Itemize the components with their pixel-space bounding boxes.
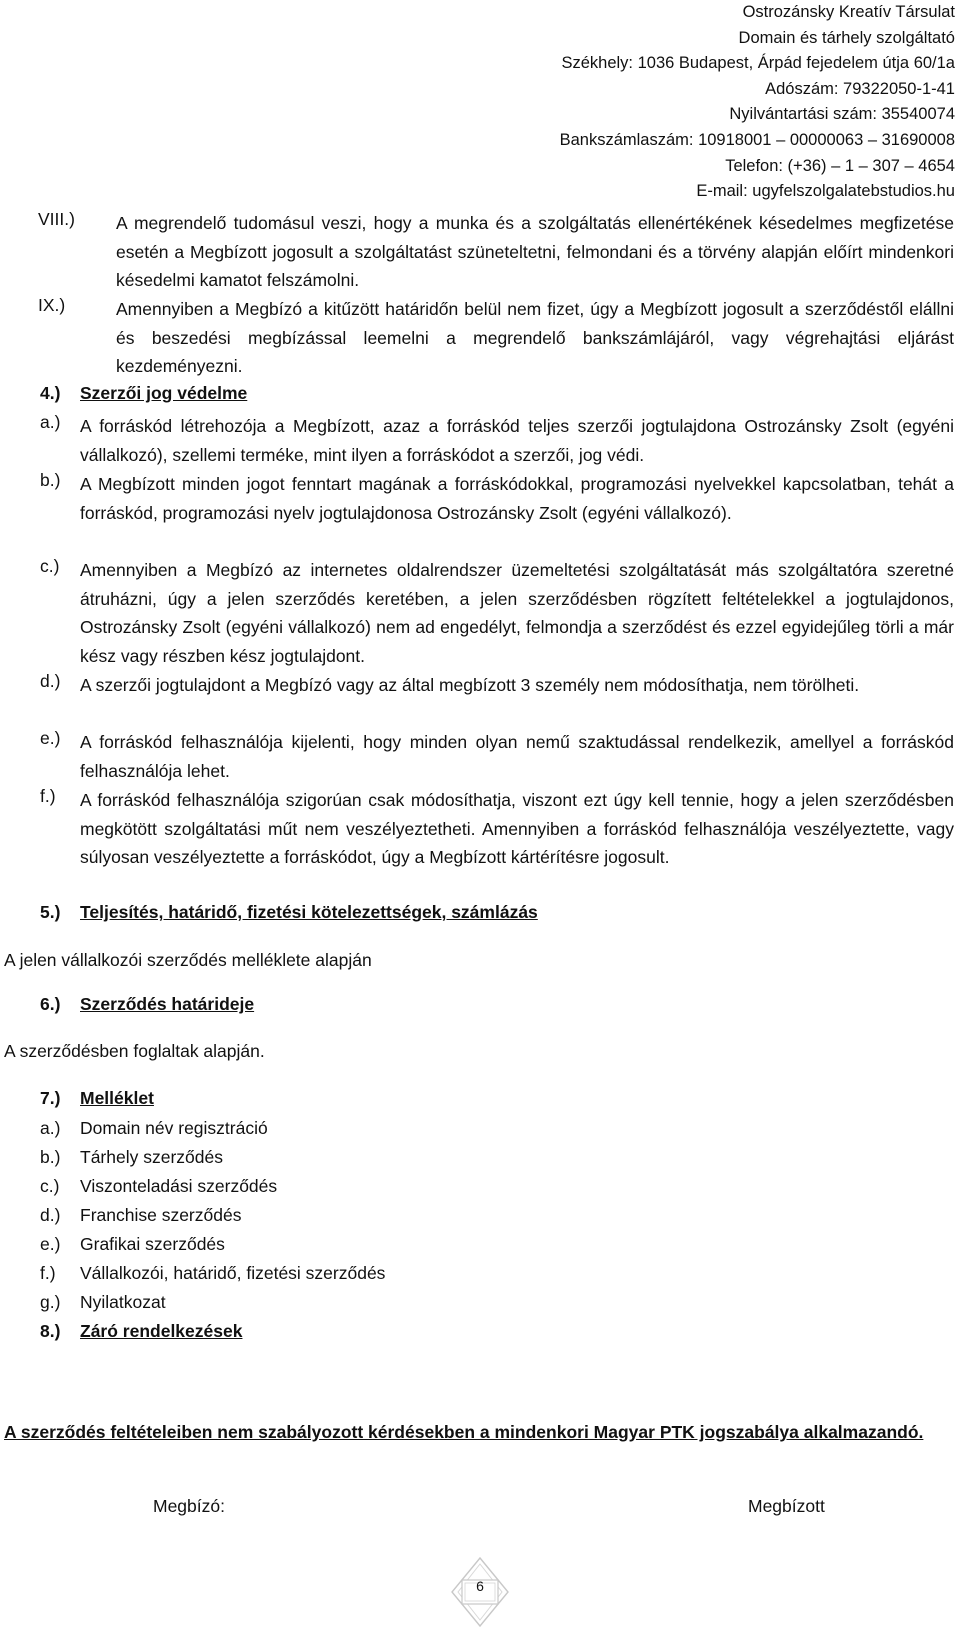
section-text: A jelen vállalkozói szerződés melléklete alapján <box>4 950 372 970</box>
page-number: 6 <box>476 1578 484 1594</box>
list-item-label: a.) <box>40 1118 61 1138</box>
list-item: Nyilatkozat <box>80 1292 166 1312</box>
item-label: c.) <box>40 556 60 576</box>
section-number: 7.) <box>40 1088 61 1108</box>
item-text: A szerzői jogtulajdont a Megbízó vagy az által megbízott 3 személy nem módosíthatja, nem törölheti. <box>80 675 860 695</box>
item-text: A forráskód felhasználója kijelenti, hogy minden olyan nemű szaktudással rendelkezik, amellyel a forráskód felhasználója lehet. <box>80 732 954 781</box>
header-registry-number: Nyilvántartási szám: 35540074 <box>729 105 955 124</box>
closing-statement: A szerződés feltételeiben nem szabályozott kérdésekben a mindenkori Magyar PTK jogszabálya alkalmazandó. <box>4 1422 924 1442</box>
item-label: d.) <box>40 671 61 691</box>
item-text: A Megbízott minden jogot fenntart magának a forráskódokkal, programozási nyelvekkel kapcsolatban, tehát a forráskód, programozási nyelv jogtulajdonosa Ostrozánsky Zsolt (egyéni vállalkozó). <box>80 474 954 523</box>
list-item: Viszonteladási szerződés <box>80 1176 278 1196</box>
list-item-label: f.) <box>40 1263 56 1283</box>
clause-text: Amennyiben a Megbízó a kitűzött határidőn belül nem fizet, úgy a Megbízott jogosult a szerződéstől elállni és beszedési megbízással leemelni a megrendelő bankszámlájáról, vagy végrehajtási eljárást kezdeményezni. <box>116 299 954 376</box>
item-text: A forráskód felhasználója szigorúan csak módosíthatja, viszont ezt úgy kell tennie, hogy a jelen szerződésben megkötött szolgáltatási műt nem veszélyeztetheti. Amennyiben a forráskód felhasználója veszélyeztette, vagy súlyosan veszélyeztette a forráskódot, úgy a Megbízott kártérítésre jogosult. <box>80 790 954 867</box>
list-item-label: b.) <box>40 1147 61 1167</box>
list-item-label: g.) <box>40 1292 61 1312</box>
header-email: E-mail: ugyfelszolgalatebstudios.hu <box>696 182 955 201</box>
section-number: 8.) <box>40 1321 61 1341</box>
list-item: Franchise szerződés <box>80 1205 242 1225</box>
clause-number: VIII.) <box>38 209 75 229</box>
section-title: Szerződés határideje <box>80 994 255 1014</box>
header-company-type: Domain és tárhely szolgáltató <box>738 28 955 47</box>
section-text: A szerződésben foglaltak alapján. <box>4 1041 265 1061</box>
list-item: Vállalkozói, határidő, fizetési szerződés <box>80 1263 386 1283</box>
section-title: Záró rendelkezések <box>80 1321 243 1341</box>
item-label: e.) <box>40 728 61 748</box>
list-item-label: e.) <box>40 1234 61 1254</box>
section-number: 6.) <box>40 994 61 1014</box>
section-title: Szerzői jog védelme <box>80 383 248 403</box>
signature-contractor-label: Megbízott <box>748 1496 825 1516</box>
item-text: Amennyiben a Megbízó az internetes oldalrendszer üzemeltetési szolgáltatását más szolgáltatóra szeretné átruházni, úgy a jelen szerződés keretében, a jelen szerződésben rögzített feltételekkel a jogtulajdonos, Ostrozánsky Zsolt (egyéni vállalkozó) nem ad engedélyt, felmondja a szerződést és ezzel egyidejűleg törli a már kész vagy részben kész jogtulajdont. <box>80 560 954 666</box>
section-title: Teljesítés, határidő, fizetési kötelezettségek, számlázás <box>80 902 538 922</box>
section-number: 4.) <box>40 383 61 403</box>
section-number: 5.) <box>40 902 61 922</box>
header-phone: Telefon: (+36) – 1 – 307 – 4654 <box>725 156 955 175</box>
signature-client-label: Megbízó: <box>153 1496 225 1516</box>
header-company-name: Ostrozánsky Kreatív Társulat <box>742 3 955 21</box>
list-item: Tárhely szerződés <box>80 1147 223 1167</box>
header-tax-number: Adószám: 79322050-1-41 <box>765 79 955 98</box>
section-title: Melléklet <box>80 1088 154 1108</box>
clause-number: IX.) <box>38 295 66 315</box>
item-label: f.) <box>40 786 56 806</box>
list-item-label: d.) <box>40 1205 61 1225</box>
clause-text: A megrendelő tudomásul veszi, hogy a munka és a szolgáltatás ellenértékének késedelmes megfizetése esetén a Megbízott jogosult a szolgáltatást szüneteltetni, felmondani és a törvény alapján előírt mindenkori késedelmi kamatot felszámolni. <box>116 213 954 290</box>
company-header <box>355 0 955 205</box>
item-text: A forráskód létrehozója a Megbízott, azaz a forráskód teljes szerzői jogtulajdona Ostrozánsky Zsolt (egyéni vállalkozó), szellemi terméke, mint ilyen a forráskódot a szerzői, jog védi. <box>80 416 954 465</box>
list-item-label: c.) <box>40 1176 60 1196</box>
header-address: Székhely: 1036 Budapest, Árpád fejedelem útja 60/1a <box>561 54 955 73</box>
list-item: Grafikai szerződés <box>80 1234 225 1254</box>
item-label: b.) <box>40 470 61 490</box>
list-item: Domain név regisztráció <box>80 1118 268 1138</box>
item-label: a.) <box>40 412 61 432</box>
header-bank-account: Bankszámlaszám: 10918001 – 00000063 – 31690008 <box>559 130 955 149</box>
